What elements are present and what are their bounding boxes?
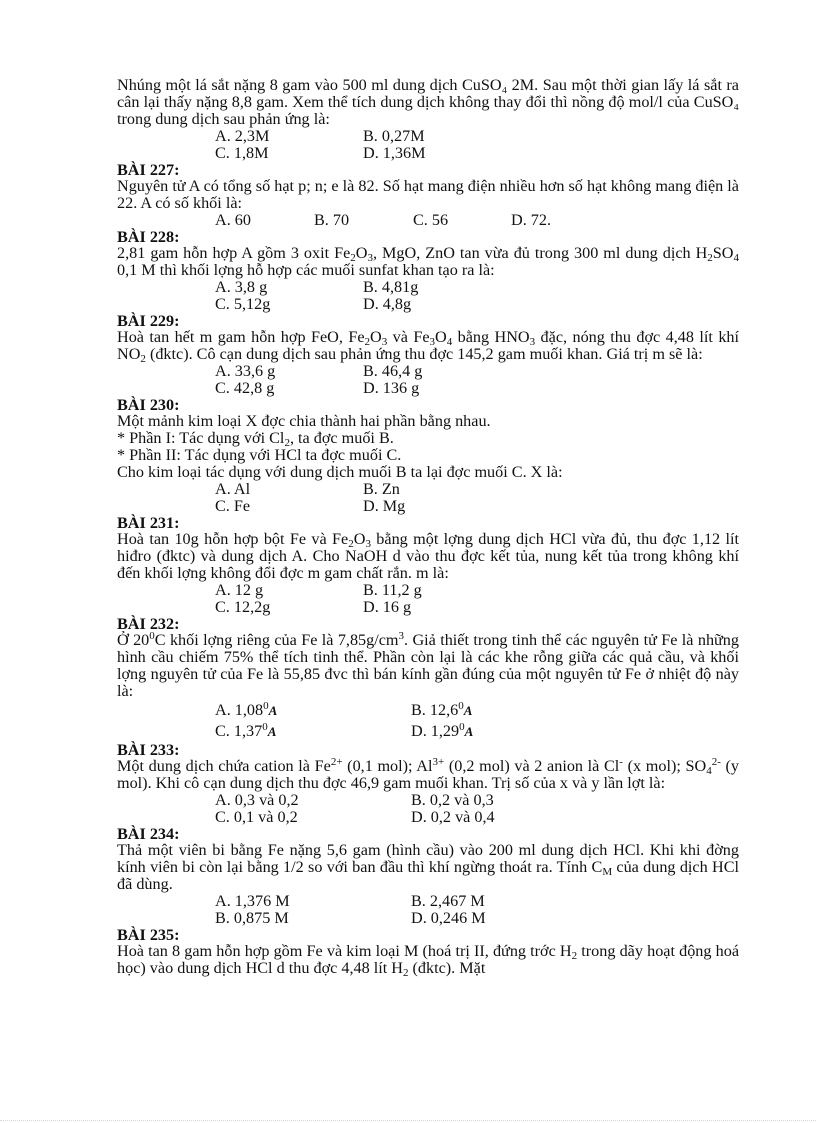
question-234-title: BÀI 234: <box>117 825 180 843</box>
option-d: D. 4,8g <box>363 295 412 313</box>
option-b: B. 2,467 M <box>411 892 485 910</box>
option-d: D. 0,246 M <box>411 909 486 927</box>
option-b: B. 46,4 g <box>363 362 423 380</box>
option-a: A. 2,3M <box>215 127 270 145</box>
option-a: A. 60 <box>215 211 251 229</box>
option-b: B. 4,81g <box>363 278 419 296</box>
option-c: C. Fe <box>215 497 251 515</box>
question-235-text: Hoà tan 8 gam hỗn hợp gồm Fe và kim loại M (hoá trị II, đứng trớc $H_2$ trong dãy hoạt động hoá học) vào dung dịch HCl d thu đợc 4,48 lít $H_2$ (đktc). Mặt <box>117 942 739 979</box>
option-c: C. 12,2g <box>215 598 271 616</box>
option-d: D. 72. <box>511 211 552 229</box>
question-230-line-1: Một mảnh kim loại X đợc chia thành hai phần bằng nhau. <box>117 412 491 430</box>
question-230-line-2: * Phần I: Tác dụng với $Cl_2$, ta đợc muối B. <box>117 429 394 449</box>
question-231-options <box>215 582 739 616</box>
angstrom-unit: A <box>268 703 278 718</box>
option-b: B. 70 <box>314 211 350 229</box>
option-c: C. 0,1 và 0,2 <box>215 808 298 826</box>
question-228-options <box>215 279 739 313</box>
option-c: B. 0,875 M <box>215 909 289 927</box>
option-c: C. 42,8 g <box>215 379 275 397</box>
option-a: A. 33,6 g <box>215 362 276 380</box>
option-c: C. 1,37$^0$A <box>215 721 277 740</box>
option-a: A. 12 g <box>215 581 264 599</box>
question-229-options <box>215 363 739 397</box>
question-226-text: Nhúng một lá sắt nặng 8 gam vào 500 ml dung dịch CuSO₄ 2M. Sau một thời gian lấy lá sắt ra cân lại thấy nặng 8,8 gam. Xem thể tích dung dịch không thay đổi thì nồng độ mol/l của CuSO₄ trong dung dịch sau phản ứng là: <box>117 76 739 128</box>
option-a: A. 1,08$^0$A <box>215 700 278 719</box>
question-232-text: Ở $20^0C$ khối lợng riêng của Fe là $7,85g/cm^3$. Giả thiết trong tinh thể các nguyên tử Fe là những hình cầu chiếm 75% thể tích tinh thể. Phần còn lại là các khe rỗng giữa các quả cầu, và khối lợng nguyên tử của Fe là 55,85 đvc thì bán kính gần đúng của một nguyên tử Fe ở nhiệt độ này là: <box>117 630 739 700</box>
question-232-options <box>215 700 739 742</box>
option-d: D. 1,36M <box>363 144 426 162</box>
option-b: B. 11,2 g <box>363 581 422 599</box>
question-235-title: BÀI 235: <box>117 926 180 944</box>
option-d: D. Mg <box>363 497 406 515</box>
question-226-options <box>215 128 739 162</box>
option-c: C. 5,12g <box>215 295 271 313</box>
document-page <box>117 77 739 977</box>
question-231-title: BÀI 231: <box>117 514 180 532</box>
question-227-options <box>215 212 739 229</box>
angstrom-unit: A <box>464 724 474 739</box>
question-230-title: BÀI 230: <box>117 396 180 414</box>
question-228-title: BÀI 228: <box>117 228 180 246</box>
angstrom-unit: A <box>267 724 277 739</box>
question-232-title: BÀI 232: <box>117 615 180 633</box>
page-bottom-border <box>0 1119 816 1121</box>
question-230-options <box>215 481 739 515</box>
option-d: D. 16 g <box>363 598 412 616</box>
option-a: A. 3,8 g <box>215 278 268 296</box>
question-231-text: Hoà tan 10g hỗn hợp bột Fe và $Fe_2O_3$ bằng một lợng dung dịch HCl vừa đủ, thu đợc 1,12 lít hiđro (đktc) và dung dịch A. Cho NaOH d vào thu đợc kết tủa, nung kết tủa trong không khí đến khối lợng không đổi đợc m gam chất rắn. m là: <box>117 530 739 582</box>
angstrom-unit: A <box>463 703 473 718</box>
option-b: B. 0,27M <box>363 127 425 145</box>
question-234-text: Thả một viên bi bằng Fe nặng 5,6 gam (hình cầu) vào 200 ml dung dịch HCl. Khi khi đờng kính viên bi còn lại bằng 1/2 so với ban đầu thì khí ngừng thoát ra. Tính $C_M$ của dung dịch HCl đã dùng. <box>117 841 739 893</box>
question-227-title: BÀI 227: <box>117 161 180 179</box>
option-a: A. 1,376 M <box>215 892 290 910</box>
question-230-line-3: * Phần II: Tác dụng với HCl ta đợc muối C. <box>117 446 402 464</box>
option-a: A. Al <box>215 480 251 498</box>
question-228-text: 2,81 gam hỗn hợp A gồm 3 oxit $Fe_2O_3$, MgO, ZnO tan vừa đủ trong 300 ml dung dịch $H_2SO_4$ 0,1 M thì khối lợng hỗ hợp các muối sunfat khan tạo ra là: <box>117 244 739 279</box>
option-b: B. Zn <box>363 480 400 498</box>
question-229-title: BÀI 229: <box>117 312 180 330</box>
option-c: C. 1,8M <box>215 144 269 162</box>
option-d: D. 1,29$^0$A <box>411 721 474 740</box>
option-b: B. 0,2 và 0,3 <box>411 791 494 809</box>
question-234-options <box>215 893 739 927</box>
option-c: C. 56 <box>413 211 449 229</box>
option-a: A. 0,3 và 0,2 <box>215 791 299 809</box>
option-b: B. 12,6$^0$A <box>411 700 473 719</box>
question-233-options <box>215 792 739 826</box>
question-227-text: Nguyên tử A có tổng số hạt p; n; e là 82. Số hạt mang điện nhiều hơn số hạt không mang điện là 22. A có số khối là: <box>117 177 739 212</box>
question-230-line-4: Cho kim loại tác dụng với dung dịch muối B ta lại đợc muối C. X là: <box>117 463 563 481</box>
option-d: D. 0,2 và 0,4 <box>411 808 495 826</box>
question-229-text: Hoà tan hết m gam hỗn hợp FeO, $Fe_2O_3$ và $Fe_3O_4$ bằng $HNO_3$ đặc, nóng thu đợc 4,48 lít khí $NO_2$ (đktc). Cô cạn dung dịch sau phản ứng thu đợc 145,2 gam muối khan. Giá trị m sẽ là: <box>117 328 739 365</box>
question-233-text: Một dung dịch chứa cation là $Fe^{2+}$ (0,1 mol); $Al^{3+}$ (0,2 mol) và 2 anion là Cl- (x mol); $SO_4^{2-}$ (y mol). Khi cô cạn dung dịch thu đợc 46,9 gam muối khan. Trị số của x và y lần lợt là: <box>117 756 739 792</box>
question-233-title: BÀI 233: <box>117 741 180 759</box>
option-d: D. 136 g <box>363 379 420 397</box>
